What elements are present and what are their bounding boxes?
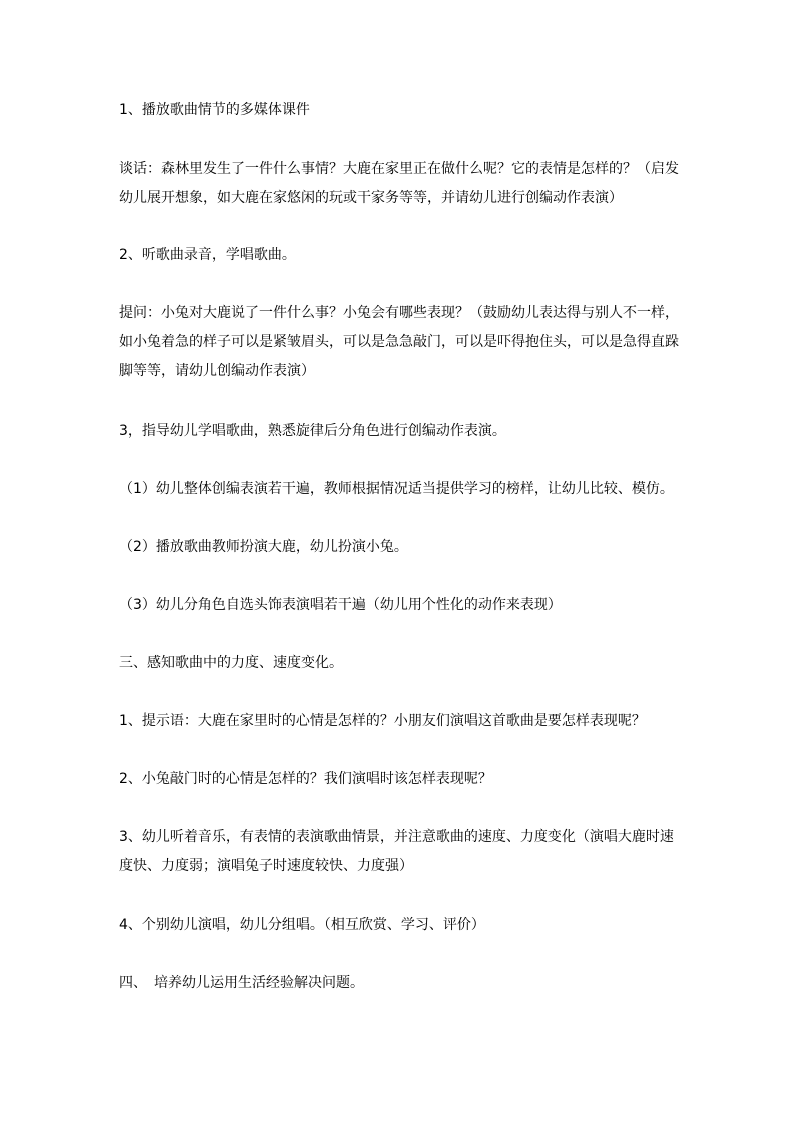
sub-step-2: （2）播放歌曲教师扮演大鹿，幼儿扮演小兔。: [119, 539, 408, 555]
conversation-paragraph: 谈话：森林里发生了一件什么事情？大鹿在家里正在做什么呢？它的表情是怎样的？（启发幼儿展开想象，如大鹿在家悠闲的玩或干家务等等，并请幼儿进行创编动作表演）: [119, 161, 679, 206]
prompt-2: 2、小兔敲门时的心情是怎样的？我们演唱时该怎样表现呢？: [119, 771, 492, 787]
section-4-heading: 四、 培养幼儿运用生活经验解决问题。: [119, 975, 364, 991]
sub-step-1: （1）幼儿整体创编表演若干遍，教师根据情况适当提供学习的榜样，让幼儿比较、模仿。: [119, 481, 674, 497]
step-3-heading: 3，指导幼儿学唱歌曲，熟悉旋律后分角色进行创编动作表演。: [119, 423, 506, 439]
step-2-heading: 2、听歌曲录音，学唱歌曲。: [119, 247, 296, 263]
prompt-4: 4、个别幼儿演唱，幼儿分组唱。（相互欣赏、学习、评价）: [119, 917, 485, 933]
section-3-heading: 三、感知歌曲中的力度、速度变化。: [119, 655, 343, 671]
sub-step-3: （3）幼儿分角色自选头饰表演唱若干遍（幼儿用个性化的动作来表现）: [119, 597, 562, 613]
step-1-heading: 1、播放歌曲情节的多媒体课件: [119, 102, 310, 118]
question-paragraph: 提问：小兔对大鹿说了一件什么事？小兔会有哪些表现？（鼓励幼儿表达得与别人不一样，如小兔着急的样子可以是紧皱眉头，可以是急急敲门，可以是吓得抱住头，可以是急得直跺脚等等，请幼儿创编动作表演）: [119, 305, 679, 379]
prompt-3: 3、幼儿听着音乐，有表情的表演歌曲情景，并注意歌曲的速度、力度变化（演唱大鹿时速度快、力度弱；演唱兔子时速度较快、力度强）: [119, 829, 674, 874]
prompt-1: 1、提示语：大鹿在家里时的心情是怎样的？小朋友们演唱这首歌曲是要怎样表现呢？: [119, 713, 646, 729]
